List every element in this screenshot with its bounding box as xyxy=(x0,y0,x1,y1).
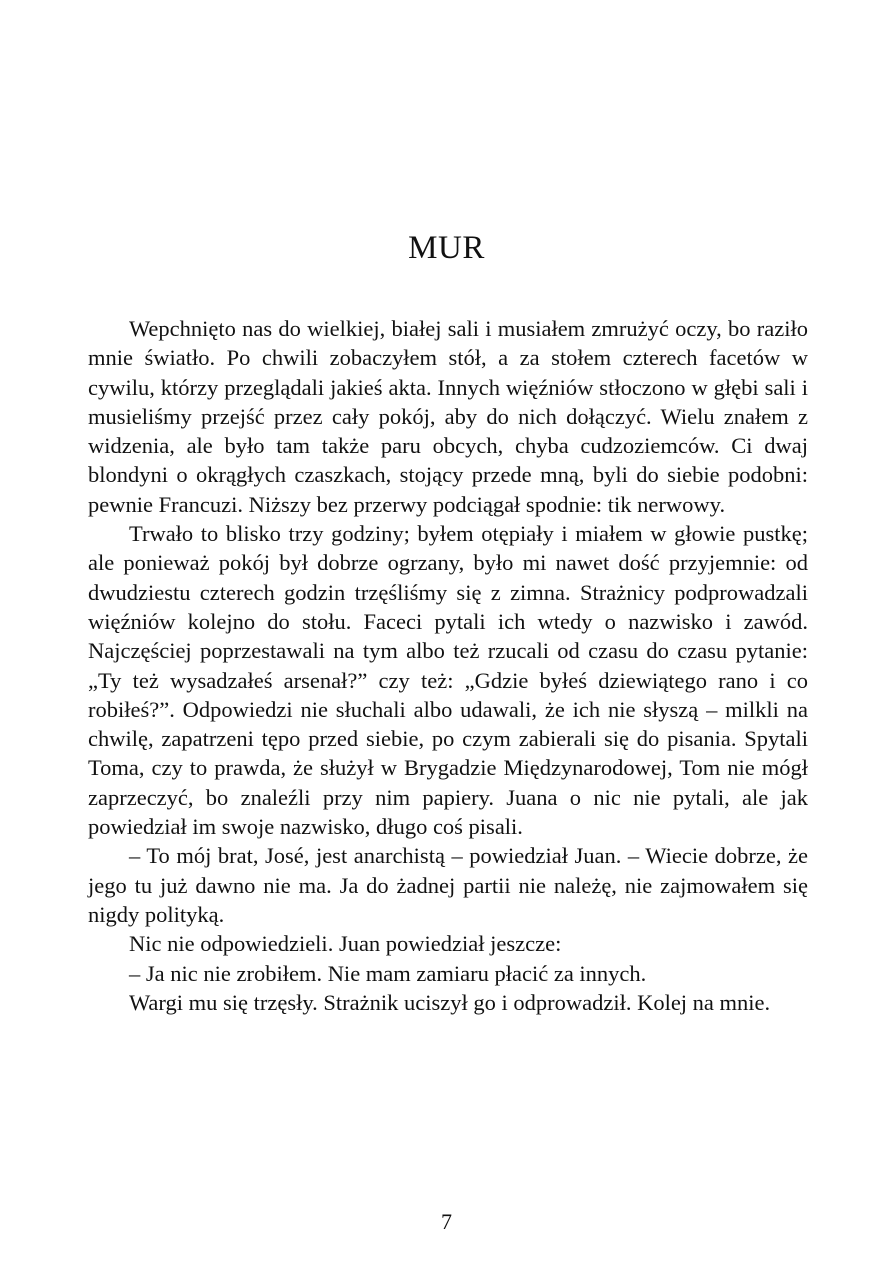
paragraph: – Ja nic nie zrobiłem. Nie mam zamiaru płacić za innych. xyxy=(129,960,647,986)
chapter-title: MUR xyxy=(408,230,485,266)
chapter-body xyxy=(88,314,808,1017)
paragraph: Wepchnięto nas do wielkiej, białej sali i musiałem zmrużyć oczy, bo raziło mnie światło. Po chwili zobaczyłem stół, a za stołem czterech facetów w cywilu, którzy przeglądali jakieś akta. Innych więźniów stłoczono w głębi sali i musieliśmy przejść przez cały pokój, aby do nich dołączyć. Wielu znałem z widzenia, ale było tam także paru obcych, chyba cudzoziemców. Ci dwaj blondyni o okrągłych czaszkach, stojący przede mną, byli do siebie podobni: pewnie Francuzi. Niższy bez przerwy podciągał spodnie: tik nerwowy. xyxy=(88,316,808,517)
paragraph: Wargi mu się trzęsły. Strażnik uciszył go i odprowadził. Kolej na mnie. xyxy=(129,989,771,1015)
paragraph: – To mój brat, José, jest anarchistą – powiedział Juan. – Wiecie dobrze, że jego tu już dawno nie ma. Ja do żadnej partii nie należę, nie zajmowałem się nigdy polityką. xyxy=(88,843,808,927)
page-number: 7 xyxy=(441,1209,452,1234)
paragraph: Nic nie odpowiedzieli. Juan powiedział jeszcze: xyxy=(129,931,562,957)
paragraph: Trwało to blisko trzy godziny; byłem otępiały i miałem w głowie pustkę; ale ponieważ pokój był dobrze ogrzany, było mi nawet dość przyjemnie: od dwudziestu czterech godzin trzęśliśmy się z zimna. Strażnicy podprowadzali więźniów kolejno do stołu. Faceci pytali ich wtedy o nazwisko i zawód. Najczęściej poprzestawali na tym albo też rzucali od czasu do czasu pytanie: „Ty też wysadzałeś arsenał?” czy też: „Gdzie byłeś dziewiątego rano i co robiłeś?”. Odpowiedzi nie słuchali albo udawali, że ich nie słyszą – milkli na chwilę, zapatrzeni tępo przed siebie, po czym zabierali się do pisania. Spytali Toma, czy to prawda, że służył w Brygadzie Międzynarodowej, Tom nie mógł zaprzeczyć, bo znaleźli przy nim papiery. Juana o nic nie pytali, ale jak powiedział im swoje nazwisko, długo coś pisali. xyxy=(88,521,808,840)
